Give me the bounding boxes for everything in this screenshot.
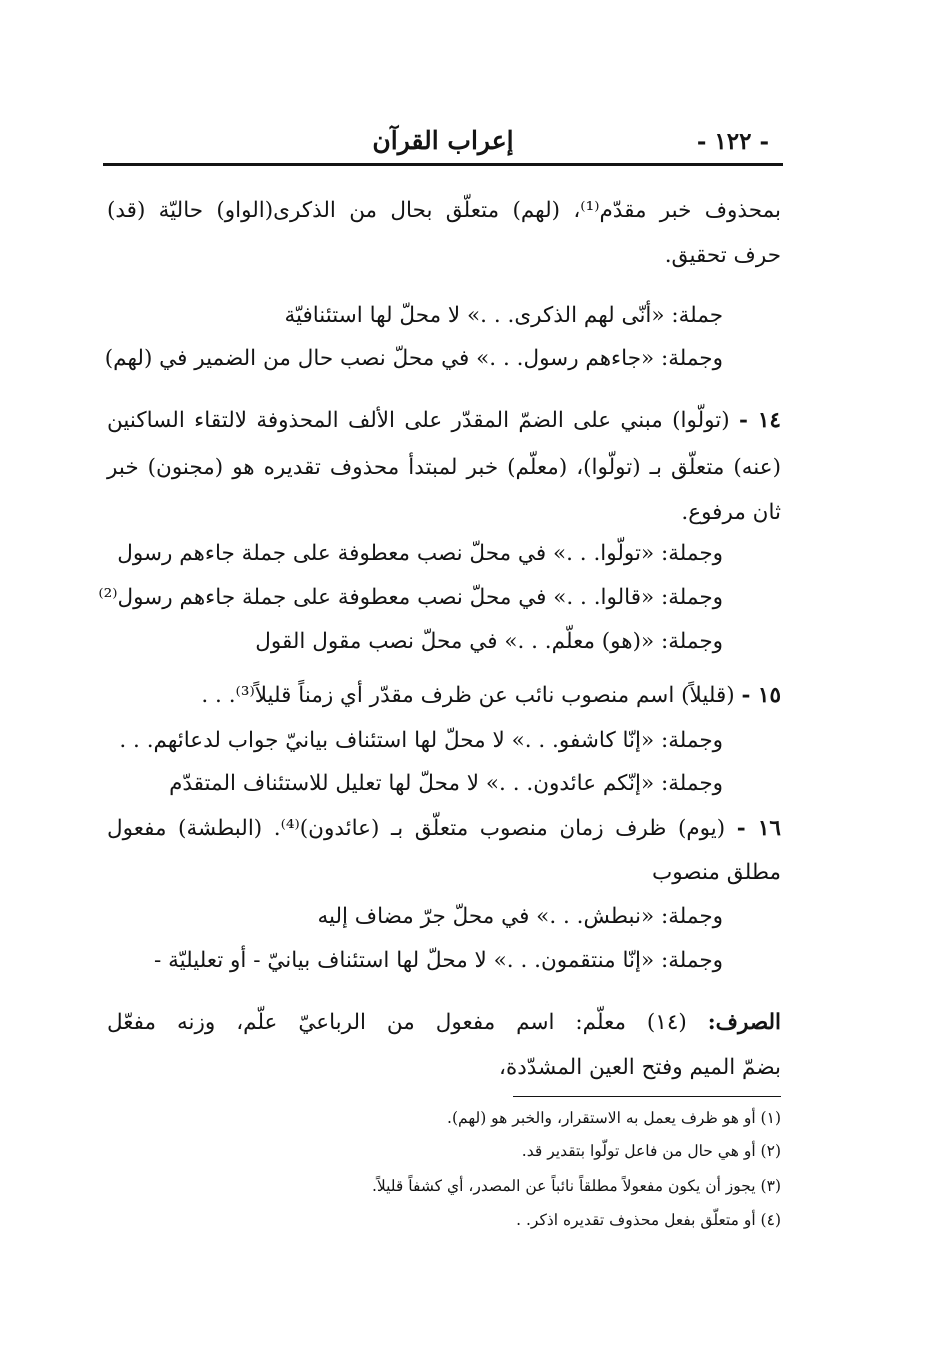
verse-number: ١٥ - [741, 683, 781, 708]
text-line: ثان مرفوع. [681, 500, 781, 525]
sentence-line: جملة: «أنّى لهم الذكرى. . .» لا محلّ لها استئنافيّة [284, 303, 723, 328]
sentence-line: وجملة: «(هو) معلّم. . .» في محلّ نصب مقول القول [255, 629, 723, 654]
footnote: (١) أو هو ظرف يعمل به الاستقرار، والخبر هو (لهم). [447, 1109, 781, 1127]
page-header [103, 126, 783, 160]
book-title: إعراب القرآن [372, 126, 514, 155]
page-number: - ١٢٢ - [696, 128, 769, 155]
sentence-line: وجملة: «نبطش. . .» في محلّ جرّ مضاف إليه [317, 904, 723, 929]
morphology-text: (١٤) معلّم: اسم مفعول من الرباعيّ علّم، وزنه مفعّل [107, 1010, 687, 1035]
sentence-line: وجملة: «إنّا كاشفو. . .» لا محلّ لها استئناف بيانيّ جواب لدعائهم. . . [119, 728, 723, 753]
sentence-line: وجملة: «تولّوا. . .» في محلّ نصب معطوفة على جملة جاءهم رسول [117, 541, 723, 566]
verse-text: (قليلاً) اسم منصوب نائب عن ظرف مقدّر أي زمناً قليلاً⁽³⁾. . . [201, 683, 735, 708]
header-divider [103, 163, 783, 166]
text-line: حرف تحقيق. [664, 243, 781, 268]
verse-entry-14 [107, 408, 781, 433]
footnote-divider [513, 1096, 781, 1097]
verse-text: (تولّوا) مبني على الضمّ المقدّر على الألف المحذوفة لالتقاء الساكنين [107, 408, 730, 433]
morphology-entry [107, 1010, 781, 1035]
sentence-line: وجملة: «قالوا. . .» في محلّ نصب معطوفة على جملة جاءهم رسول⁽²⁾ [98, 585, 723, 610]
footnote: (٢) أو هي حال من فاعل تولّوا بتقدير قد. [521, 1142, 781, 1160]
sentence-line: وجملة: «جاءهم رسول. . .» في محلّ نصب حال من الضمير في (لهم) [104, 346, 723, 371]
section-label: الصرف: [707, 1010, 781, 1035]
verse-entry-16 [107, 816, 781, 841]
text-line: بمحذوف خبر مقدّم⁽¹⁾، (لهم) متعلّق بحال من الذكرى(الواو) حاليّة (قد) [107, 198, 781, 223]
text-line: بضمّ الميم وفتح العين المشدّدة، [499, 1055, 781, 1080]
verse-text: (يوم) ظرف زمان منصوب متعلّق بـ (عائدون)⁽⁴⁾. (البطشة) مفعول [107, 816, 726, 841]
verse-number: ١٤ - [738, 408, 781, 433]
verse-number: ١٦ - [736, 816, 781, 841]
sentence-line: وجملة: «إنّا منتقمون. . .» لا محلّ لها استئناف بيانيّ - أو تعليليّة - [154, 948, 723, 973]
verse-entry-15 [201, 683, 781, 708]
sentence-line: وجملة: «إنّكم عائدون. . .» لا محلّ لها تعليل للاستئناف المتقدّم [169, 771, 723, 796]
text-line: (عنه) متعلّق بـ (تولّوا)، (معلّم) خبر لمبتدأ محذوف تقديره هو (مجنون) خبر [107, 455, 781, 480]
footnote: (٤) أو متعلّق بفعل محذوف تقديره اذكر. . [516, 1211, 781, 1229]
text-line: مطلق منصوب [651, 860, 781, 885]
footnote: (٣) يجوز أن يكون مفعولاً مطلقاً نائباً عن المصدر، أي كشفاً قليلاً. [371, 1177, 781, 1195]
